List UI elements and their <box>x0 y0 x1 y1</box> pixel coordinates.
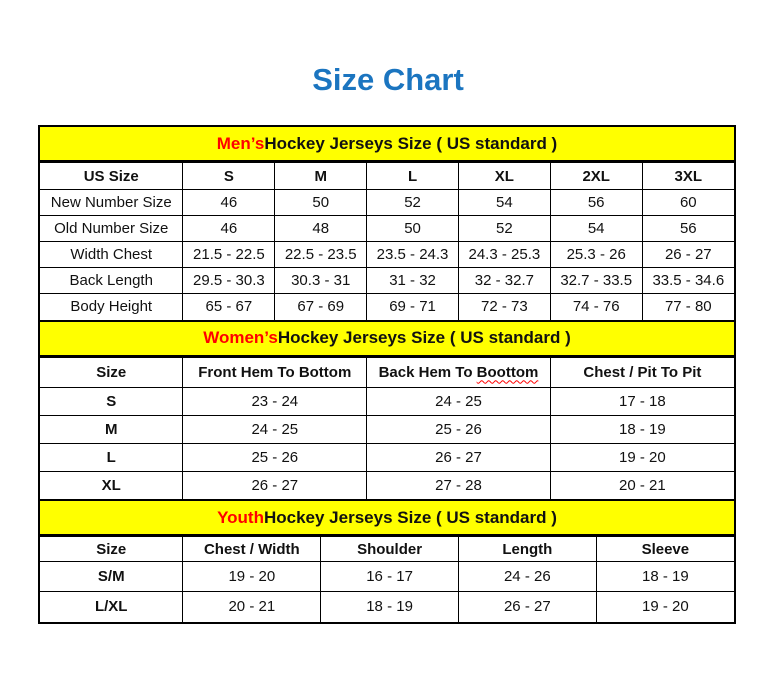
womens-value-cell: 27 - 28 <box>367 471 551 499</box>
womens-column-header: Front Hem To Bottom <box>183 357 367 387</box>
womens-column-header: Size <box>40 357 183 387</box>
womens-value-cell: 19 - 20 <box>550 443 734 471</box>
mens-column-header: L <box>367 163 459 190</box>
mens-column-header: XL <box>458 163 550 190</box>
mens-value-cell: 31 - 32 <box>367 268 459 294</box>
youth-value-cell: 26 - 27 <box>458 592 596 622</box>
mens-value-cell: 69 - 71 <box>367 294 459 320</box>
mens-value-cell: 24.3 - 25.3 <box>458 242 550 268</box>
mens-column-header: 3XL <box>642 163 734 190</box>
mens-header-row <box>40 163 734 190</box>
mens-value-cell: 22.5 - 23.5 <box>275 242 367 268</box>
womens-value-cell: 23 - 24 <box>183 387 367 415</box>
mens-value-cell: 67 - 69 <box>275 294 367 320</box>
youth-value-cell: 19 - 20 <box>183 562 321 592</box>
youth-value-cell: 18 - 19 <box>596 562 734 592</box>
youth-column-header: Sleeve <box>596 537 734 562</box>
mens-table-row <box>40 242 734 268</box>
mens-value-cell: 30.3 - 31 <box>275 268 367 294</box>
mens-value-cell: 50 <box>367 216 459 242</box>
womens-value-cell: 17 - 18 <box>550 387 734 415</box>
mens-value-cell: 21.5 - 22.5 <box>183 242 275 268</box>
mens-value-cell: 32 - 32.7 <box>458 268 550 294</box>
womens-row-label: M <box>40 415 183 443</box>
womens-header-row <box>40 357 734 387</box>
youth-section-title: Hockey Jerseys Size ( US standard ) <box>263 507 557 527</box>
youth-column-header: Shoulder <box>321 537 459 562</box>
youth-column-header: Chest / Width <box>183 537 321 562</box>
mens-value-cell: 52 <box>367 190 459 216</box>
mens-row-label: Back Length <box>40 268 183 294</box>
mens-section-accent: Men’s <box>216 133 265 153</box>
mens-value-cell: 50 <box>275 190 367 216</box>
youth-value-cell: 19 - 20 <box>596 592 734 622</box>
youth-row-label: L/XL <box>40 592 183 622</box>
mens-value-cell: 74 - 76 <box>550 294 642 320</box>
youth-value-cell: 18 - 19 <box>321 592 459 622</box>
youth-section-accent: Youth <box>217 507 264 527</box>
mens-value-cell: 72 - 73 <box>458 294 550 320</box>
youth-table-row <box>40 562 734 592</box>
mens-value-cell: 46 <box>183 216 275 242</box>
womens-section-title: Hockey Jerseys Size ( US standard ) <box>277 328 571 347</box>
youth-column-header: Size <box>40 537 183 562</box>
mens-section-title: Hockey Jerseys Size ( US standard ) <box>264 133 558 153</box>
page-title: Size Chart <box>312 62 464 97</box>
youth-header-row <box>40 537 734 562</box>
mens-value-cell: 46 <box>183 190 275 216</box>
mens-value-cell: 54 <box>550 216 642 242</box>
womens-value-cell: 24 - 25 <box>183 415 367 443</box>
mens-size-table <box>40 162 734 320</box>
youth-size-table <box>40 536 734 622</box>
size-chart-tables <box>38 125 736 624</box>
mens-value-cell: 29.5 - 30.3 <box>183 268 275 294</box>
youth-column-header: Length <box>458 537 596 562</box>
womens-column-header: Chest / Pit To Pit <box>550 357 734 387</box>
mens-value-cell: 23.5 - 24.3 <box>367 242 459 268</box>
mens-column-header: US Size <box>40 163 183 190</box>
mens-row-label: New Number Size <box>40 190 183 216</box>
womens-row-label: XL <box>40 471 183 499</box>
mens-table-row <box>40 268 734 294</box>
youth-value-cell: 16 - 17 <box>321 562 459 592</box>
womens-row-label: S <box>40 387 183 415</box>
mens-value-cell: 52 <box>458 216 550 242</box>
womens-value-cell: 18 - 19 <box>550 415 734 443</box>
mens-table-row <box>40 190 734 216</box>
womens-size-table <box>40 357 734 500</box>
mens-table-row <box>40 216 734 242</box>
womens-value-cell: 24 - 25 <box>367 387 551 415</box>
womens-section-header <box>40 320 734 357</box>
mens-row-label: Old Number Size <box>40 216 183 242</box>
mens-value-cell: 32.7 - 33.5 <box>550 268 642 294</box>
womens-row-label: L <box>40 443 183 471</box>
womens-section-accent: Women’s <box>203 328 278 347</box>
womens-value-cell: 20 - 21 <box>550 471 734 499</box>
mens-value-cell: 77 - 80 <box>642 294 734 320</box>
youth-value-cell: 20 - 21 <box>183 592 321 622</box>
mens-column-header: 2XL <box>550 163 642 190</box>
womens-value-cell: 25 - 26 <box>367 415 551 443</box>
womens-value-cell: 25 - 26 <box>183 443 367 471</box>
mens-value-cell: 56 <box>642 216 734 242</box>
womens-table-row <box>40 471 734 499</box>
youth-table-row <box>40 592 734 622</box>
mens-value-cell: 54 <box>458 190 550 216</box>
mens-row-label: Width Chest <box>40 242 183 268</box>
womens-value-cell: 26 - 27 <box>367 443 551 471</box>
youth-section-header <box>40 499 734 536</box>
mens-column-header: S <box>183 163 275 190</box>
mens-column-header: M <box>275 163 367 190</box>
mens-value-cell: 26 - 27 <box>642 242 734 268</box>
mens-section-header <box>40 127 734 162</box>
mens-value-cell: 48 <box>275 216 367 242</box>
womens-column-header: Back Hem To Boottom <box>367 357 551 387</box>
womens-table-row <box>40 443 734 471</box>
mens-value-cell: 60 <box>642 190 734 216</box>
womens-value-cell: 26 - 27 <box>183 471 367 499</box>
mens-value-cell: 25.3 - 26 <box>550 242 642 268</box>
mens-row-label: Body Height <box>40 294 183 320</box>
mens-value-cell: 56 <box>550 190 642 216</box>
mens-value-cell: 33.5 - 34.6 <box>642 268 734 294</box>
womens-table-row <box>40 415 734 443</box>
youth-row-label: S/M <box>40 562 183 592</box>
youth-value-cell: 24 - 26 <box>458 562 596 592</box>
mens-value-cell: 65 - 67 <box>183 294 275 320</box>
womens-table-row <box>40 387 734 415</box>
spellcheck-squiggle-word: Boottom <box>476 363 539 381</box>
mens-table-row <box>40 294 734 320</box>
